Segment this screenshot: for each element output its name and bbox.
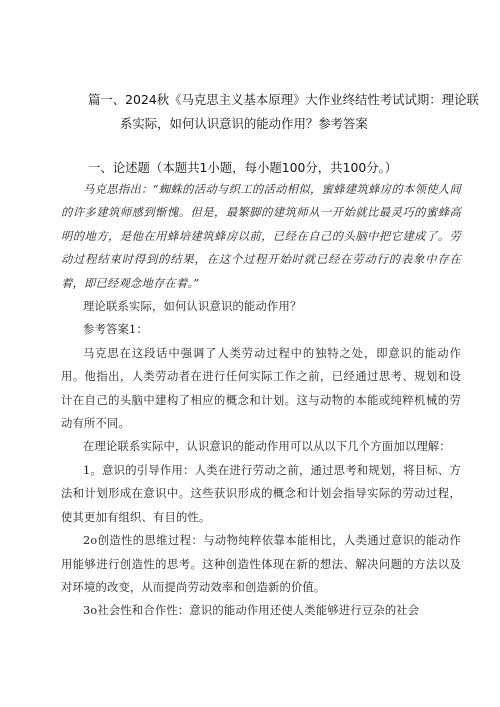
list-item: 1。意识的引导作用：人类在进行劳动之前，通过思考和规划，将目标、方法和计划形成在意识中。这些获识形成的概念和计划会指导实际的劳动过程，使其更加有组织、有目的性。	[61, 463, 461, 524]
list-item: 3o社会性和合作性：意识的能动作用还使人类能够进行豆杂的社会	[83, 604, 420, 618]
quote-paragraph: 马克思指出：“蜘蛛的活动与织工的活动相似，蜜蜂建筑蜂房的本领使人间的许多建筑师感到惭愧。但是，最繁脚的建筑师从一开始就比最灵巧的蜜蜂高明的地方，是他在用蜂培建筑蜂房以前，已经在自己的头脑中把它建成了。劳动过程结束时得到的结果，在这个过程开始时就已经在劳动行的表象中存在着，即已经观念地存在着。”	[61, 183, 461, 290]
list-item: 2o创造性的思维过程：与动物纯粹依靠本能相比，人类通过意识的能动作用能够进行创造性的思考。这种创造性体现在新的想法、解决问题的方法以及对环境的改变，从而提尚劳动效率和创造新的价值。	[61, 534, 461, 594]
title-line-2: 系实际，如何认识意识的能动作用？参考答案	[120, 116, 368, 131]
answer-paragraph: 马克思在这段话中强调了人类劳动过程中的独特之处，即意识的能动作用。他指出，人类劳动者在进行任何实际工作之前，已经通过思考、规划和设计在自己的头脑中建构了相应的概念和计划。这与动物的本能或纯粹机械的劳动有所不同。	[61, 346, 461, 431]
section-heading: 一、论述题（本题共1小题，每小题100分，共100分。）	[88, 160, 398, 175]
document-title	[88, 88, 479, 136]
document-body	[61, 178, 461, 623]
question-paragraph: 理论联系实际，如何认识意识的能动作用？	[83, 300, 302, 314]
title-line-1: 篇一、2024秋《马克思主义基本原理》大作业终结性考试试期：理论联	[88, 92, 479, 107]
answer-label: 参考答案1：	[83, 323, 148, 337]
answer-paragraph: 在理论联系实际中，认识意识的能动作用可以从以下几个方面加以理解：	[83, 440, 451, 454]
